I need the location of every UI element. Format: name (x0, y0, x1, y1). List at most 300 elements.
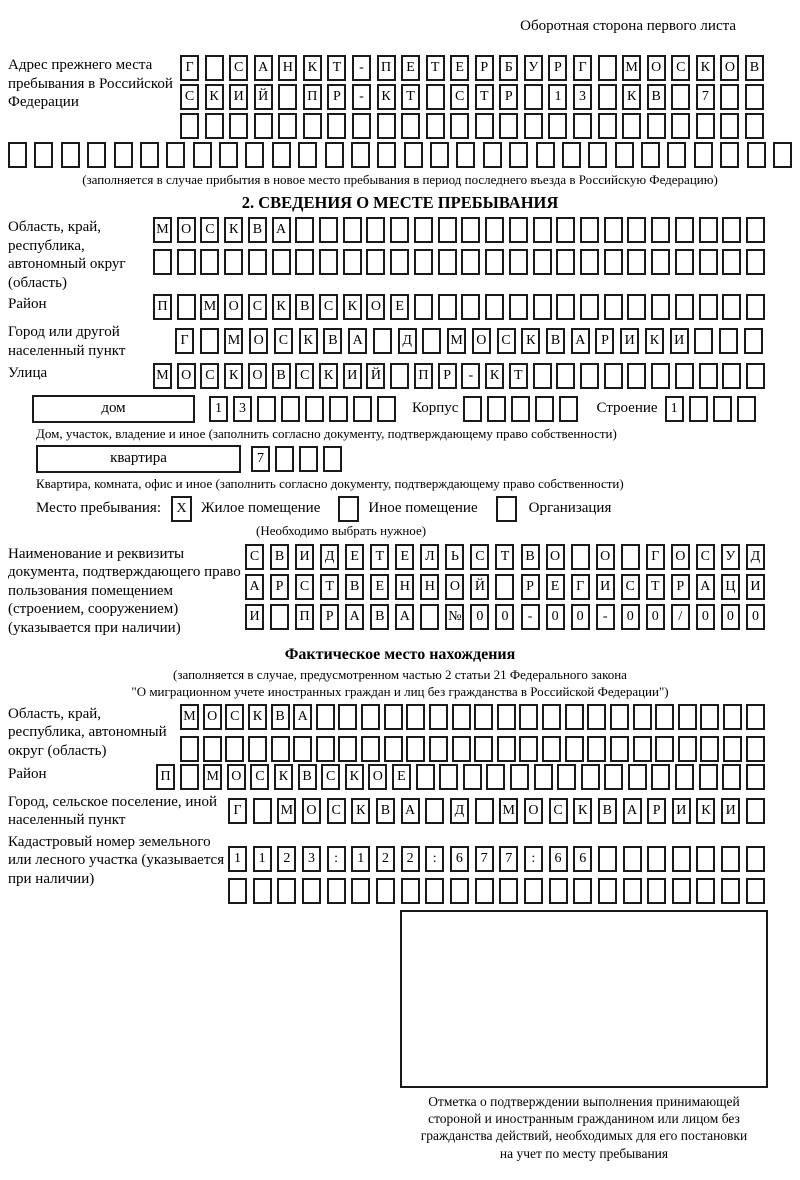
char-cell[interactable]: Р (647, 798, 666, 824)
char-cell[interactable]: П (153, 294, 172, 320)
char-cell[interactable] (694, 328, 713, 354)
char-cell[interactable] (406, 704, 425, 730)
char-cell[interactable] (580, 249, 599, 275)
char-cell[interactable] (675, 294, 694, 320)
char-cell[interactable] (509, 294, 528, 320)
char-cell[interactable] (675, 363, 694, 389)
char-cell[interactable] (34, 142, 53, 168)
char-cell[interactable] (747, 142, 766, 168)
char-cell[interactable]: 1 (548, 84, 567, 110)
char-cell[interactable]: С (321, 764, 340, 790)
char-cell[interactable]: М (180, 704, 199, 730)
char-cell[interactable]: М (153, 217, 172, 243)
char-cell[interactable] (452, 704, 471, 730)
char-cell[interactable] (633, 704, 652, 730)
char-cell[interactable]: И (596, 574, 615, 600)
char-cell[interactable] (414, 249, 433, 275)
char-cell[interactable]: 1 (351, 846, 370, 872)
char-cell[interactable]: 1 (228, 846, 247, 872)
char-cell[interactable]: В (376, 798, 395, 824)
char-cell[interactable] (641, 142, 660, 168)
char-cell[interactable] (461, 217, 480, 243)
char-cell[interactable]: А (348, 328, 367, 354)
char-cell[interactable]: О (524, 798, 543, 824)
char-cell[interactable]: Р (595, 328, 614, 354)
char-cell[interactable] (316, 736, 335, 762)
char-cell[interactable] (305, 396, 324, 422)
char-cell[interactable]: : (327, 846, 346, 872)
char-cell[interactable] (245, 142, 264, 168)
char-cell[interactable]: 7 (251, 446, 270, 472)
char-cell[interactable] (699, 764, 718, 790)
char-cell[interactable]: Д (450, 798, 469, 824)
char-cell[interactable]: К (377, 84, 396, 110)
char-cell[interactable]: Б (499, 55, 518, 81)
char-cell[interactable]: И (721, 798, 740, 824)
checkbox-inoe[interactable] (338, 496, 359, 522)
char-cell[interactable] (722, 363, 741, 389)
char-cell[interactable] (533, 363, 552, 389)
char-cell[interactable]: 0 (571, 604, 590, 630)
char-cell[interactable] (598, 84, 617, 110)
char-cell[interactable] (623, 878, 642, 904)
char-cell[interactable]: В (248, 217, 267, 243)
char-cell[interactable] (384, 736, 403, 762)
char-cell[interactable] (416, 764, 435, 790)
char-cell[interactable]: 0 (646, 604, 665, 630)
char-cell[interactable] (438, 294, 457, 320)
char-cell[interactable] (272, 142, 291, 168)
char-cell[interactable]: В (270, 544, 289, 570)
char-cell[interactable]: Д (746, 544, 765, 570)
char-cell[interactable] (257, 396, 276, 422)
char-cell[interactable] (509, 249, 528, 275)
char-cell[interactable] (651, 294, 670, 320)
char-cell[interactable] (573, 878, 592, 904)
char-cell[interactable]: С (671, 55, 690, 81)
char-cell[interactable]: О (177, 217, 196, 243)
char-cell[interactable]: Е (546, 574, 565, 600)
char-cell[interactable]: Д (320, 544, 339, 570)
char-cell[interactable] (628, 764, 647, 790)
char-cell[interactable] (277, 878, 296, 904)
char-cell[interactable] (720, 113, 739, 139)
char-cell[interactable] (580, 363, 599, 389)
char-cell[interactable]: К (274, 764, 293, 790)
char-cell[interactable]: Й (254, 84, 273, 110)
char-cell[interactable]: Е (450, 55, 469, 81)
char-cell[interactable] (203, 736, 222, 762)
char-cell[interactable]: П (414, 363, 433, 389)
char-cell[interactable] (205, 113, 224, 139)
char-cell[interactable]: Р (499, 84, 518, 110)
char-cell[interactable]: К (521, 328, 540, 354)
char-cell[interactable] (180, 736, 199, 762)
char-cell[interactable] (177, 249, 196, 275)
char-cell[interactable]: Р (320, 604, 339, 630)
char-cell[interactable] (720, 84, 739, 110)
char-cell[interactable]: С (450, 84, 469, 110)
char-cell[interactable] (200, 328, 219, 354)
char-cell[interactable]: Г (228, 798, 247, 824)
char-cell[interactable]: В (345, 574, 364, 600)
char-cell[interactable] (745, 113, 764, 139)
char-cell[interactable]: И (620, 328, 639, 354)
char-cell[interactable]: 1 (253, 846, 272, 872)
char-cell[interactable] (327, 878, 346, 904)
char-cell[interactable] (651, 764, 670, 790)
char-cell[interactable] (524, 878, 543, 904)
char-cell[interactable] (425, 878, 444, 904)
char-cell[interactable] (319, 217, 338, 243)
char-cell[interactable]: И (229, 84, 248, 110)
char-cell[interactable]: 3 (573, 84, 592, 110)
char-cell[interactable]: 6 (549, 846, 568, 872)
char-cell[interactable] (696, 113, 715, 139)
char-cell[interactable]: С (225, 704, 244, 730)
char-cell[interactable] (351, 878, 370, 904)
char-cell[interactable]: 2 (376, 846, 395, 872)
char-cell[interactable] (463, 396, 482, 422)
char-cell[interactable]: К (224, 217, 243, 243)
char-cell[interactable]: М (622, 55, 641, 81)
char-cell[interactable]: Е (392, 764, 411, 790)
char-cell[interactable]: О (472, 328, 491, 354)
char-cell[interactable]: С (250, 764, 269, 790)
char-cell[interactable]: И (295, 544, 314, 570)
char-cell[interactable]: С (248, 294, 267, 320)
char-cell[interactable]: 2 (401, 846, 420, 872)
char-cell[interactable]: Е (370, 574, 389, 600)
char-cell[interactable] (352, 113, 371, 139)
char-cell[interactable]: Т (475, 84, 494, 110)
char-cell[interactable]: Т (327, 55, 346, 81)
char-cell[interactable] (429, 704, 448, 730)
char-cell[interactable] (746, 736, 765, 762)
char-cell[interactable]: Н (420, 574, 439, 600)
char-cell[interactable]: Й (366, 363, 385, 389)
char-cell[interactable] (524, 113, 543, 139)
char-cell[interactable] (627, 217, 646, 243)
char-cell[interactable] (556, 363, 575, 389)
char-cell[interactable]: С (497, 328, 516, 354)
char-cell[interactable] (722, 249, 741, 275)
char-cell[interactable]: В (647, 84, 666, 110)
char-cell[interactable]: Г (573, 55, 592, 81)
char-cell[interactable] (295, 249, 314, 275)
char-cell[interactable] (353, 396, 372, 422)
char-cell[interactable]: 3 (233, 396, 252, 422)
char-cell[interactable]: Н (395, 574, 414, 600)
char-cell[interactable]: В (295, 294, 314, 320)
char-cell[interactable] (581, 764, 600, 790)
char-cell[interactable]: О (302, 798, 321, 824)
char-cell[interactable] (587, 704, 606, 730)
char-cell[interactable]: М (153, 363, 172, 389)
char-cell[interactable]: О (445, 574, 464, 600)
char-cell[interactable]: Р (475, 55, 494, 81)
char-cell[interactable] (429, 736, 448, 762)
char-cell[interactable]: Т (509, 363, 528, 389)
char-cell[interactable] (542, 704, 561, 730)
char-cell[interactable] (519, 736, 538, 762)
char-cell[interactable] (474, 704, 493, 730)
char-cell[interactable] (746, 846, 765, 872)
char-cell[interactable] (672, 846, 691, 872)
char-cell[interactable] (746, 704, 765, 730)
char-cell[interactable]: 6 (573, 846, 592, 872)
char-cell[interactable] (254, 113, 273, 139)
char-cell[interactable] (565, 704, 584, 730)
char-cell[interactable] (598, 55, 617, 81)
char-cell[interactable] (696, 846, 715, 872)
char-cell[interactable] (713, 396, 732, 422)
char-cell[interactable]: О (224, 294, 243, 320)
char-cell[interactable]: Р (671, 574, 690, 600)
char-cell[interactable]: И (746, 574, 765, 600)
char-cell[interactable] (461, 249, 480, 275)
char-cell[interactable]: О (671, 544, 690, 570)
char-cell[interactable]: 3 (302, 846, 321, 872)
char-cell[interactable] (253, 798, 272, 824)
char-cell[interactable] (610, 736, 629, 762)
char-cell[interactable] (499, 113, 518, 139)
char-cell[interactable] (699, 294, 718, 320)
char-cell[interactable]: Е (395, 544, 414, 570)
char-cell[interactable] (510, 764, 529, 790)
char-cell[interactable] (615, 142, 634, 168)
char-cell[interactable] (627, 294, 646, 320)
char-cell[interactable] (621, 544, 640, 570)
char-cell[interactable]: К (205, 84, 224, 110)
char-cell[interactable] (678, 736, 697, 762)
char-cell[interactable] (414, 294, 433, 320)
char-cell[interactable] (746, 363, 765, 389)
char-cell[interactable]: И (670, 328, 689, 354)
char-cell[interactable] (450, 878, 469, 904)
char-cell[interactable] (229, 113, 248, 139)
char-cell[interactable] (343, 249, 362, 275)
char-cell[interactable] (461, 294, 480, 320)
char-cell[interactable]: С (295, 363, 314, 389)
char-cell[interactable]: Р (548, 55, 567, 81)
char-cell[interactable] (497, 704, 516, 730)
char-cell[interactable] (647, 846, 666, 872)
char-cell[interactable] (361, 704, 380, 730)
char-cell[interactable]: С (319, 294, 338, 320)
char-cell[interactable] (598, 878, 617, 904)
char-cell[interactable] (452, 736, 471, 762)
char-cell[interactable] (376, 878, 395, 904)
char-cell[interactable] (475, 113, 494, 139)
char-cell[interactable]: В (546, 328, 565, 354)
char-cell[interactable]: О (720, 55, 739, 81)
char-cell[interactable] (746, 878, 765, 904)
char-cell[interactable] (61, 142, 80, 168)
char-cell[interactable] (475, 878, 494, 904)
char-cell[interactable]: И (672, 798, 691, 824)
char-cell[interactable] (633, 736, 652, 762)
char-cell[interactable] (722, 217, 741, 243)
char-cell[interactable]: В (272, 363, 291, 389)
char-cell[interactable] (696, 878, 715, 904)
char-cell[interactable] (587, 736, 606, 762)
char-cell[interactable]: Д (398, 328, 417, 354)
char-cell[interactable] (694, 142, 713, 168)
char-cell[interactable] (559, 396, 578, 422)
char-cell[interactable]: А (245, 574, 264, 600)
char-cell[interactable]: Ь (445, 544, 464, 570)
char-cell[interactable] (422, 328, 441, 354)
char-cell[interactable] (720, 142, 739, 168)
char-cell[interactable]: С (549, 798, 568, 824)
char-cell[interactable]: О (546, 544, 565, 570)
char-cell[interactable]: К (573, 798, 592, 824)
char-cell[interactable]: С (200, 363, 219, 389)
char-cell[interactable]: 7 (475, 846, 494, 872)
char-cell[interactable] (487, 396, 506, 422)
char-cell[interactable] (224, 249, 243, 275)
char-cell[interactable]: М (200, 294, 219, 320)
char-cell[interactable]: 0 (621, 604, 640, 630)
char-cell[interactable]: 0 (470, 604, 489, 630)
char-cell[interactable] (338, 704, 357, 730)
char-cell[interactable] (323, 446, 342, 472)
char-cell[interactable] (205, 55, 224, 81)
char-cell[interactable] (647, 113, 666, 139)
char-cell[interactable]: В (298, 764, 317, 790)
char-cell[interactable]: А (401, 798, 420, 824)
char-cell[interactable]: С (470, 544, 489, 570)
char-cell[interactable]: К (224, 363, 243, 389)
char-cell[interactable] (604, 764, 623, 790)
char-cell[interactable] (604, 294, 623, 320)
char-cell[interactable]: - (352, 84, 371, 110)
char-cell[interactable] (483, 142, 502, 168)
char-cell[interactable]: К (696, 798, 715, 824)
char-cell[interactable] (533, 249, 552, 275)
char-cell[interactable]: К (343, 294, 362, 320)
char-cell[interactable]: 0 (696, 604, 715, 630)
char-cell[interactable]: Т (646, 574, 665, 600)
char-cell[interactable]: В (745, 55, 764, 81)
char-cell[interactable] (278, 113, 297, 139)
char-cell[interactable]: Т (320, 574, 339, 600)
char-cell[interactable] (580, 217, 599, 243)
char-cell[interactable]: С (245, 544, 264, 570)
char-cell[interactable] (556, 249, 575, 275)
char-cell[interactable]: К (485, 363, 504, 389)
char-cell[interactable]: К (622, 84, 641, 110)
char-cell[interactable] (700, 736, 719, 762)
char-cell[interactable]: 2 (277, 846, 296, 872)
char-cell[interactable] (622, 113, 641, 139)
char-cell[interactable] (293, 736, 312, 762)
char-cell[interactable]: В (323, 328, 342, 354)
char-cell[interactable] (721, 878, 740, 904)
char-cell[interactable] (699, 249, 718, 275)
char-cell[interactable] (549, 878, 568, 904)
char-cell[interactable] (565, 736, 584, 762)
char-cell[interactable] (672, 878, 691, 904)
char-cell[interactable] (689, 396, 708, 422)
char-cell[interactable] (542, 736, 561, 762)
char-cell[interactable]: 0 (546, 604, 565, 630)
char-cell[interactable] (390, 249, 409, 275)
char-cell[interactable]: А (293, 704, 312, 730)
char-cell[interactable]: : (524, 846, 543, 872)
char-cell[interactable]: В (370, 604, 389, 630)
char-cell[interactable] (671, 84, 690, 110)
char-cell[interactable]: 0 (746, 604, 765, 630)
char-cell[interactable]: - (461, 363, 480, 389)
char-cell[interactable] (177, 294, 196, 320)
char-cell[interactable] (319, 249, 338, 275)
char-cell[interactable]: 7 (696, 84, 715, 110)
char-cell[interactable] (384, 704, 403, 730)
char-cell[interactable] (271, 736, 290, 762)
char-cell[interactable] (519, 704, 538, 730)
char-cell[interactable]: К (696, 55, 715, 81)
char-cell[interactable] (228, 878, 247, 904)
char-cell[interactable] (535, 396, 554, 422)
char-cell[interactable] (723, 736, 742, 762)
char-cell[interactable]: С (274, 328, 293, 354)
char-cell[interactable] (651, 363, 670, 389)
char-cell[interactable] (533, 217, 552, 243)
char-cell[interactable]: Г (180, 55, 199, 81)
char-cell[interactable]: Г (175, 328, 194, 354)
char-cell[interactable] (497, 736, 516, 762)
char-cell[interactable] (675, 249, 694, 275)
char-cell[interactable]: 7 (499, 846, 518, 872)
char-cell[interactable]: К (351, 798, 370, 824)
char-cell[interactable] (556, 217, 575, 243)
char-cell[interactable] (439, 764, 458, 790)
char-cell[interactable]: М (203, 764, 222, 790)
char-cell[interactable]: А (272, 217, 291, 243)
char-cell[interactable] (281, 396, 300, 422)
char-cell[interactable]: 0 (495, 604, 514, 630)
char-cell[interactable]: О (249, 328, 268, 354)
char-cell[interactable] (414, 217, 433, 243)
char-cell[interactable]: П (303, 84, 322, 110)
char-cell[interactable]: С (696, 544, 715, 570)
char-cell[interactable]: Е (345, 544, 364, 570)
char-cell[interactable] (678, 704, 697, 730)
char-cell[interactable]: Р (521, 574, 540, 600)
char-cell[interactable]: О (177, 363, 196, 389)
char-cell[interactable] (426, 113, 445, 139)
char-cell[interactable]: М (224, 328, 243, 354)
char-cell[interactable] (655, 736, 674, 762)
char-cell[interactable] (272, 249, 291, 275)
char-cell[interactable]: К (248, 704, 267, 730)
char-cell[interactable] (406, 736, 425, 762)
char-cell[interactable] (193, 142, 212, 168)
char-cell[interactable]: Р (270, 574, 289, 600)
char-cell[interactable] (627, 249, 646, 275)
char-cell[interactable] (275, 446, 294, 472)
char-cell[interactable] (573, 113, 592, 139)
char-cell[interactable]: Т (495, 544, 514, 570)
char-cell[interactable] (548, 113, 567, 139)
char-cell[interactable]: 1 (665, 396, 684, 422)
char-cell[interactable] (580, 294, 599, 320)
char-cell[interactable] (746, 798, 765, 824)
char-cell[interactable] (722, 764, 741, 790)
char-cell[interactable] (219, 142, 238, 168)
